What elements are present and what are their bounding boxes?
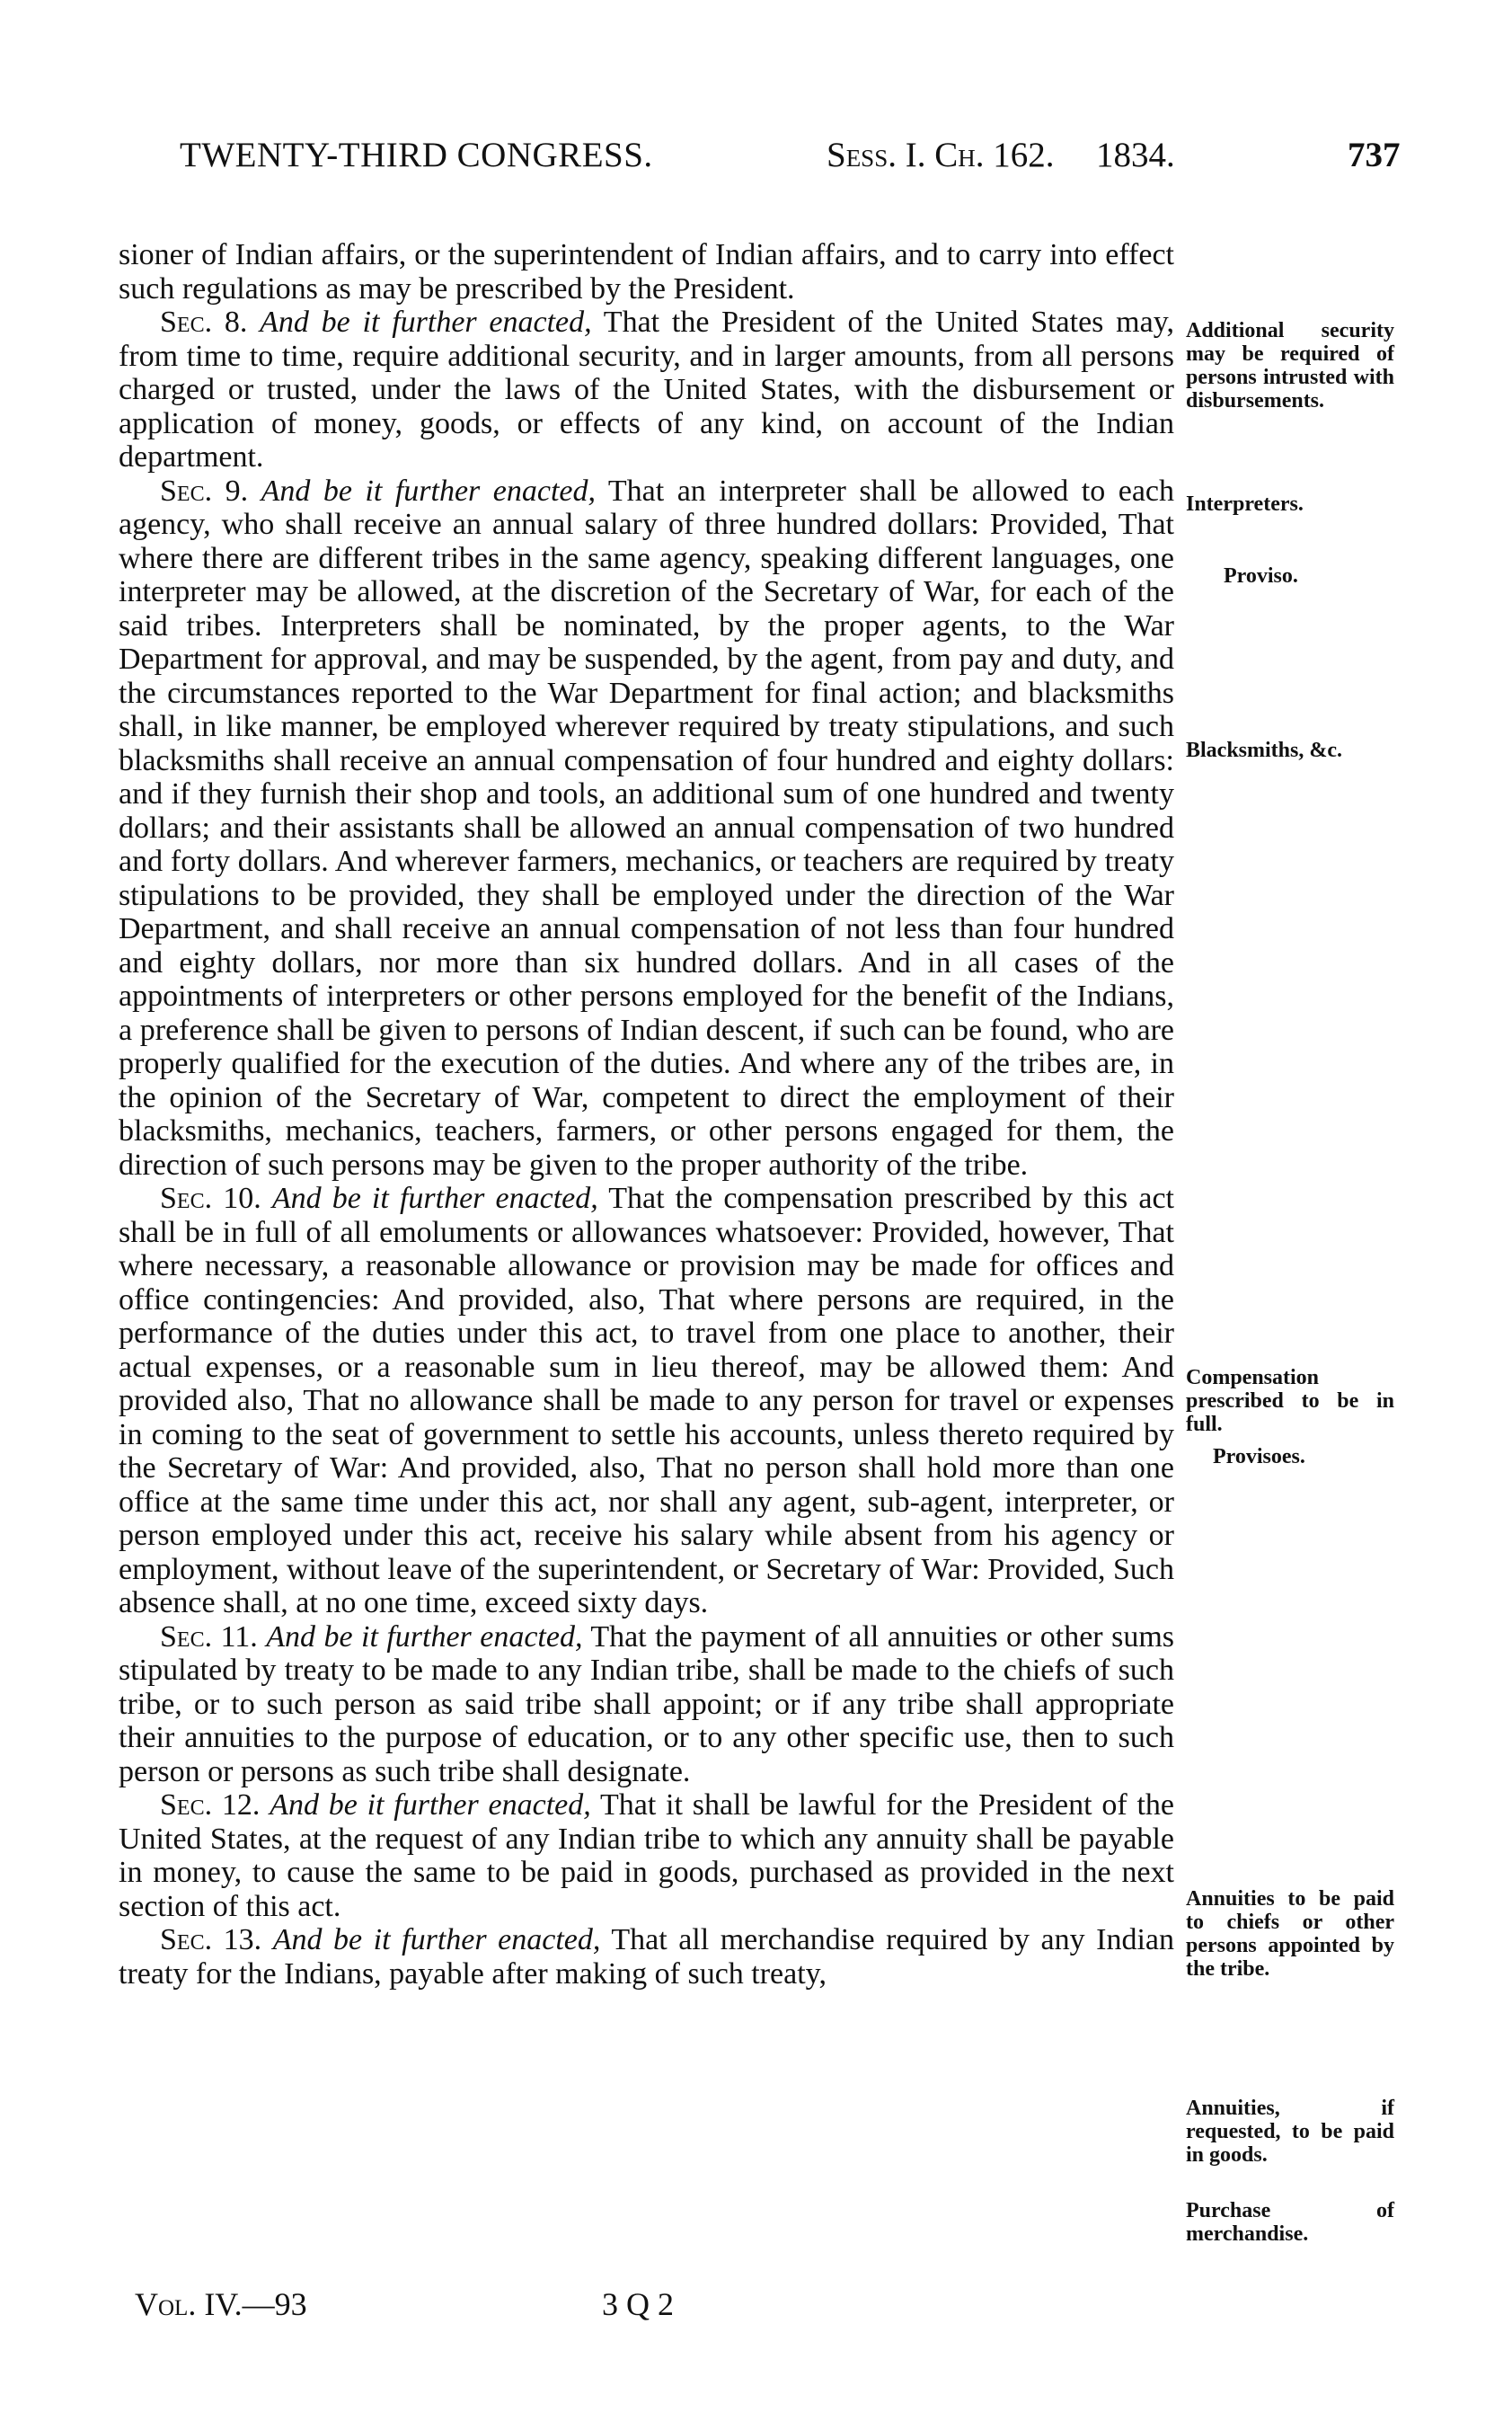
margin-note-annuities-chiefs: Annuities to be paid to chiefs or other persons appointed by the tribe. — [1186, 1887, 1394, 1981]
section-number: Sec. 9. — [160, 474, 249, 508]
paragraph-text: That all merchandise required by any Indian treaty for the Indians, payable after making of such treaty, — [119, 1923, 1175, 1991]
margin-note-additional-security: Additional security may be required of persons intrusted with disbursements. — [1186, 319, 1394, 412]
enacting-clause: And be it further enacted, — [261, 474, 596, 508]
margin-note-merchandise: Purchase of merchandise. — [1186, 2199, 1394, 2246]
paragraph-continuation — [119, 238, 1174, 306]
paragraph-text: That the payment of all annuities or other sums stipulated by treaty to be made to any Indian tribe, shall be made to the chiefs of such tribe, or to such person as said tribe shall appoint; or if any tribe shall appropriate their annuities to the purpose of education, or to any other specific use, then to such person or persons as such tribe shall designate. — [119, 1619, 1174, 1788]
margin-note-compensation: Compensation prescribed to be in full. — [1186, 1366, 1394, 1436]
section-13 — [119, 1923, 1174, 1991]
section-number: Sec. 12. — [160, 1788, 261, 1822]
enacting-clause: And be it further enacted, — [271, 1182, 598, 1215]
congress-title: TWENTY-THIRD CONGRESS. — [180, 136, 653, 174]
enacting-clause: And be it further enacted, — [266, 1619, 583, 1654]
section-8 — [119, 306, 1174, 474]
volume-marker: Vol. IV.—93 — [135, 2286, 307, 2322]
enacting-clause: And be it further enacted, — [272, 1923, 601, 1956]
enacting-clause: And be it further enacted, — [260, 306, 592, 339]
section-11 — [119, 1620, 1174, 1789]
paragraph-text: That it shall be lawful for the President of the United States, at the request of any Indian tribe to which any annuity shall be payable in money, to cause the same to be paid in goods, purchased as provided in the next section of this act. — [119, 1788, 1175, 1923]
paragraph-text: That an interpreter shall be allowed to each agency, who shall receive an annual salary of three hundred dollars: Provided, That where there are different tribes in the same agency, speaking different languages, one interpreter may be allowed, at the discretion of the Secretary of War, for each of the said tribes. Interpreters shall be nominated, by the proper agents, to the War Department for approval, and may be suspended, by the agent, from pay and duty, and the circumstances reported to the War Department for final action; and blacksmiths shall, in like manner, be employed wherever required by treaty stipulations, and such blacksmiths shall receive an annual compensation of four hundred and eighty dollars: and if they furnish their shop and tools, an additional sum of one hundred and twenty dollars; and their assistants shall be allowed an annual compensation of two hundred and forty dollars. And wherever farmers, mechanics, or teachers are required by treaty stipulations to be provided, they shall be employed under the direction of the War Department, and shall receive an annual compensation of not less than four hundred and eighty dollars, nor more than six hundred dollars. And in all cases of the appointments of interpreters or other persons employed for the benefit of the Indians, a preference shall be given to persons of Indian descent, if such can be found, who are properly qualified for the execution of the duties. And where any of the tribes are, in the opinion of the Secretary of War, competent to direct the employment of their blacksmiths, mechanics, teachers, farmers, or other persons engaged for them, the direction of such persons may be given to the proper authority of the tribe. — [119, 474, 1175, 1182]
signature-mark: 3 Q 2 — [602, 2286, 674, 2322]
enacting-clause: And be it further enacted, — [270, 1788, 591, 1822]
paragraph-text: That the President of the United States may, from time to time, require additional security, and in larger amounts, from all persons charged or trusted, under the laws of the United States, with the disbursement or application of money, goods, or effects of any kind, on account of the Indian department. — [119, 306, 1175, 474]
year: 1834. — [1096, 136, 1175, 174]
section-number: Sec. 13. — [160, 1923, 262, 1956]
body-text — [119, 238, 1174, 1991]
paragraph-text: That the compensation prescribed by this act shall be in full of all emoluments or allowances whatsoever: Provided, however, That where necessary, a reasonable allowance or provision may be made for offices and office contingencies: And provided, also, That where persons are required, in the performance of the duties under this act, to travel from one place to another, their actual expenses, or a reasonable sum in lieu thereof, may be allowed them: And provided also, That no allowance shall be made to any person for travel or expenses in coming to the seat of government to settle his accounts, unless thereto required by the Secretary of War: And provided, also, That no person shall hold more than one office at the same time under this act, nor shall any agent, sub-agent, interpreter, or person employed under this act, receive his salary while absent from his agency or employment, without leave of the superintendent, or Secretary of War: Provided, Such absence shall, at no one time, exceed sixty days. — [119, 1182, 1175, 1619]
section-9 — [119, 474, 1174, 1183]
page-footer — [135, 2285, 853, 2330]
section-10 — [119, 1182, 1174, 1620]
session-chapter: Sess. I. Ch. 162. — [827, 136, 1055, 174]
section-number: Sec. 10. — [160, 1182, 261, 1215]
section-12 — [119, 1788, 1174, 1923]
margin-note-blacksmiths: Blacksmiths, &c. — [1186, 739, 1342, 762]
margin-note-annuities-goods: Annuities, if requested, to be paid in goods. — [1186, 2097, 1394, 2167]
section-number: Sec. 8. — [160, 306, 248, 339]
paragraph-text: sioner of Indian affairs, or the superintendent of Indian affairs, and to carry into effect such regulations as may be prescribed by the President. — [119, 238, 1174, 306]
margin-note-proviso: Proviso. — [1224, 564, 1298, 588]
margin-note-provisoes: Provisoes. — [1213, 1445, 1305, 1468]
running-head — [180, 135, 1401, 189]
margin-note-interpreters: Interpreters. — [1186, 492, 1304, 516]
section-number: Sec. 11. — [160, 1619, 258, 1654]
page-number: 737 — [1348, 136, 1401, 174]
